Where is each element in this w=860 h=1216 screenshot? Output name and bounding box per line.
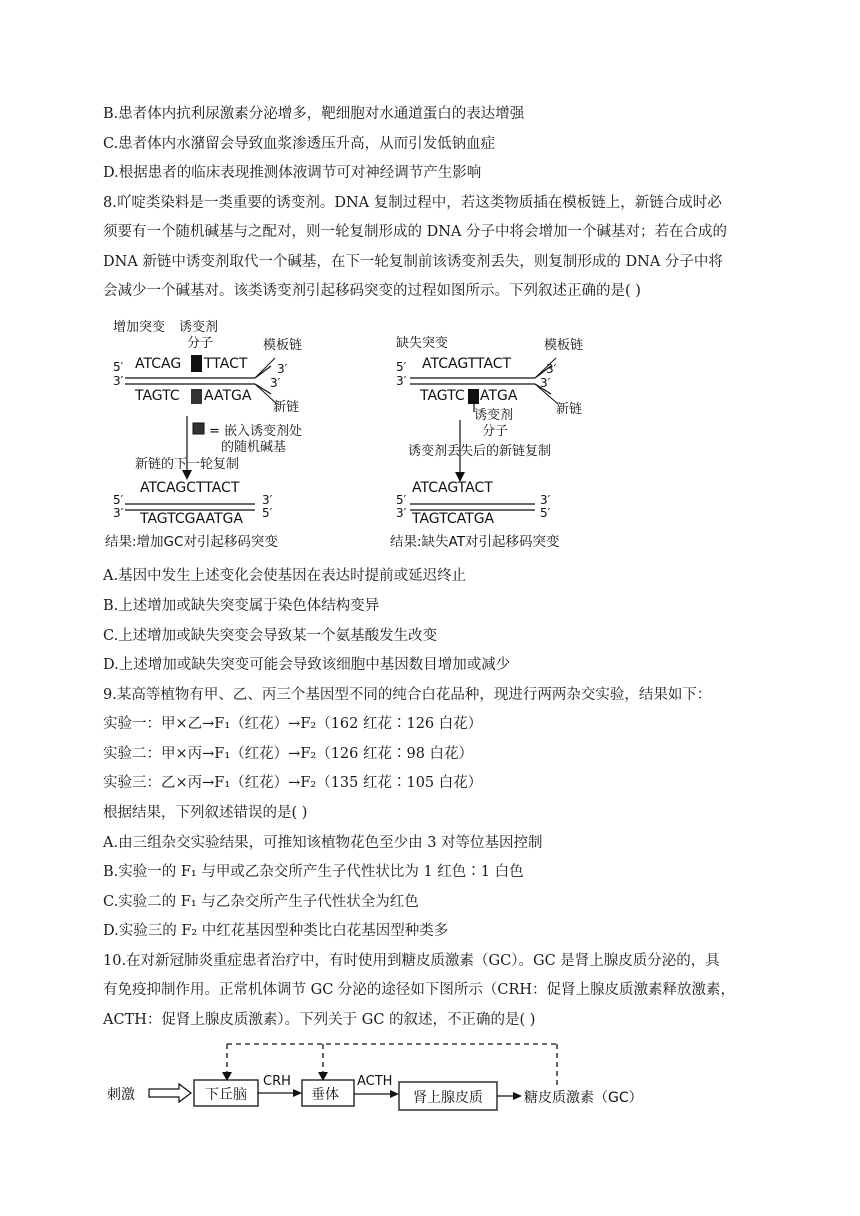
- deletion-result-three-prime-end: 3′: [540, 493, 551, 507]
- result-five-prime-end: 5′: [262, 506, 273, 520]
- deletion-three-prime-bottom: 3′: [396, 374, 407, 388]
- next-round-label: 新链的下一轮复制: [135, 457, 240, 472]
- random-base-block: [191, 389, 202, 404]
- deletion-mutation-diagram: [390, 312, 630, 552]
- q8-stem-line-1: 8.吖啶类染料是一类重要的诱变剂。DNA 复制过程中，若这类物质插在模板链上，新链合成时必: [103, 195, 722, 211]
- q10-stem-line-1: 10.在对新冠肺炎重症患者治疗中，有时使用到糖皮质激素（GC）。GC 是肾上腺皮质分泌的，具: [103, 953, 720, 969]
- deletion-title: 缺失突变: [396, 336, 449, 351]
- q8-option-c: C.上述增加或缺失突变会导致某一个氨基酸发生改变: [103, 628, 438, 644]
- five-prime-top: 5′: [113, 360, 124, 374]
- q8-option-b: B.上述增加或缺失突变属于染色体结构变异: [103, 598, 380, 614]
- q9-experiment-1: 实验一：甲×乙→F₁（红花）→F₂（162 红花∶126 白花）: [103, 716, 483, 732]
- q10-stem-line-2: 有免疫抑制作用。正常机体调节 GC 分泌的途径如下图所示（CRH：促肾上腺皮质激素释放激素，: [103, 982, 736, 998]
- deletion-five-prime-bottom-end: 3′: [540, 376, 551, 390]
- adrenal-cortex-label: 肾上腺皮质: [413, 1090, 483, 1106]
- q7-option-c: C.患者体内水潴留会导致血浆渗透压升高，从而引发低钠血症: [103, 136, 496, 152]
- insertion-result-bottom-seq: TAGTCGAATGA: [140, 511, 243, 527]
- deletion-new-seq-right: ATGA: [480, 388, 518, 404]
- stimulus-label: 刺激: [107, 1087, 135, 1103]
- q8-stem-line-2: 须要有一个随机碱基与之配对，则一轮复制形成的 DNA 分子中将会增加一个碱基对；若在合成的: [103, 224, 727, 240]
- acth-label: ACTH: [357, 1074, 393, 1089]
- q7-option-d: D.根据患者的临床表现推测体液调节可对神经调节产生影响: [103, 165, 482, 181]
- new-strand-seq-right: AATGA: [204, 388, 252, 404]
- deletion-result-three-prime: 3′: [396, 506, 407, 520]
- three-prime-top-end: 3′: [277, 362, 288, 376]
- new-strand-seq-left: TAGTC: [135, 388, 180, 404]
- deletion-new-seq-left: TAGTC: [420, 388, 465, 404]
- result-five-prime: 5′: [113, 493, 124, 507]
- pituitary-label: 垂体: [311, 1087, 339, 1103]
- insertion-mutation-diagram: [105, 312, 335, 552]
- mutagen-label: 诱变剂: [179, 320, 219, 335]
- deletion-result-five-prime-end: 5′: [540, 506, 551, 520]
- three-prime-bottom: 3′: [113, 374, 124, 388]
- mutagen-label-2: 分子: [187, 336, 214, 351]
- crh-label: CRH: [263, 1074, 291, 1089]
- q8-stem-line-4: 会减少一个碱基对。该类诱变剂引起移码突变的过程如图所示。下列叙述正确的是( ): [103, 283, 641, 299]
- hypothalamus-label: 下丘脑: [205, 1087, 247, 1103]
- new-strand-label: 新链: [273, 400, 300, 415]
- result-three-prime: 3′: [113, 506, 124, 520]
- q7-option-b: B.患者体内抗利尿激素分泌增多，靶细胞对水通道蛋白的表达增强: [103, 106, 525, 122]
- q9-option-a: A.由三组杂交实验结果，可推知该植物花色至少由 3 对等位基因控制: [103, 835, 543, 851]
- five-prime-bottom-end: 3′: [270, 376, 281, 390]
- deletion-template-label: 模板链: [544, 338, 584, 353]
- q8-option-d: D.上述增加或缺失突变可能会导致该细胞中基因数目增加或减少: [103, 657, 511, 673]
- deletion-mutagen-label-2: 分子: [482, 424, 509, 439]
- deletion-result-caption: 结果:缺失AT对引起移码突变: [390, 534, 560, 550]
- q9-question: 根据结果，下列叙述错误的是( ): [103, 805, 308, 821]
- result-three-prime-end: 3′: [262, 493, 273, 507]
- q8-stem-line-3: DNA 新链中诱变剂取代一个碱基，在下一轮复制前该诱变剂丢失，则复制形成的 DNA 分子中将: [103, 254, 723, 270]
- deletion-result-five-prime: 5′: [396, 493, 407, 507]
- insertion-result-caption: 结果:增加GC对引起移码突变: [105, 534, 278, 550]
- q9-option-d: D.实验三的 F₂ 中红花基因型种类比白花基因型种类多: [103, 923, 449, 939]
- deletion-step-label: 诱变剂丢失后的新链复制: [408, 444, 552, 459]
- template-seq-right: TTACT: [204, 356, 248, 372]
- q9-experiment-2: 实验二：甲×丙→F₁（红花）→F₂（126 红花∶98 白花）: [103, 746, 474, 762]
- deletion-result-top-seq: ATCAGTACT: [412, 480, 493, 496]
- q10-stem-line-3: ACTH：促肾上腺皮质激素）。下列关于 GC 的叙述，不正确的是( ): [103, 1012, 536, 1028]
- template-seq-left: ATCAG: [135, 356, 182, 372]
- insertion-title: 增加突变: [113, 320, 166, 335]
- gc-regulation-flowchart: [105, 1036, 665, 1116]
- deletion-template-seq: ATCAGTTACT: [422, 356, 512, 372]
- legend-line-1: = 嵌入诱变剂处: [209, 424, 303, 439]
- q9-stem: 9.某高等植物有甲、乙、丙三个基因型不同的纯合白花品种，现进行两两杂交实验，结果如下：: [103, 687, 712, 703]
- gc-label: 糖皮质激素（GC）: [524, 1090, 643, 1106]
- deletion-five-prime-top: 5′: [396, 360, 407, 374]
- deletion-three-prime-top-end: 3′: [546, 362, 557, 376]
- deletion-mutagen-label: 诱变剂: [474, 408, 514, 423]
- legend-line-2: 的随机碱基: [221, 440, 287, 455]
- q9-option-b: B.实验一的 F₁ 与甲或乙杂交所产生子代性状比为 1 红色∶1 白色: [103, 864, 524, 880]
- deletion-mutagen-block: [468, 389, 479, 404]
- q9-option-c: C.实验二的 F₁ 与乙杂交所产生子代性状全为红色: [103, 894, 419, 910]
- q9-experiment-3: 实验三：乙×丙→F₁（红花）→F₂（135 红花∶105 白花）: [103, 775, 483, 791]
- deletion-result-bottom-seq: TAGTCATGA: [412, 511, 495, 527]
- deletion-new-strand-label: 新链: [556, 402, 583, 417]
- template-strand-label: 模板链: [263, 338, 303, 353]
- mutagen-molecule-block: [191, 355, 202, 372]
- q8-option-a: A.基因中发生上述变化会使基因在表达时提前或延迟终止: [103, 568, 467, 584]
- insertion-result-top-seq: ATCAGCTTACT: [140, 480, 240, 496]
